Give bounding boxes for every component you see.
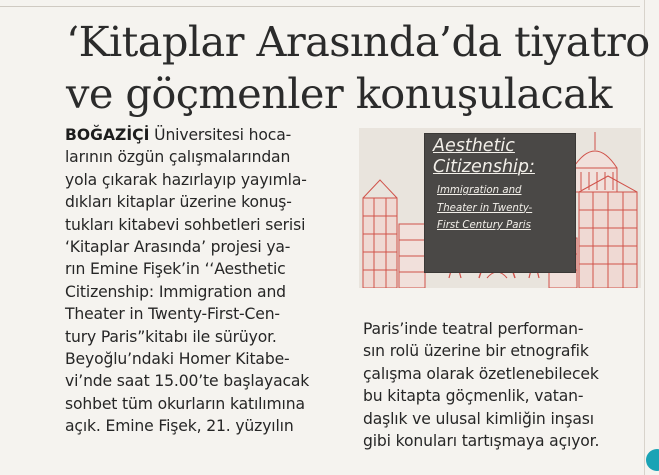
cover-subtitle-line: First Century Paris: [437, 220, 531, 231]
article-line: açık. Emine Fişek, 21. yüzyılın: [65, 417, 294, 436]
lead-word: BOĞAZİÇİ: [65, 126, 150, 144]
book-cover-image: [359, 128, 641, 288]
article-line: tury Paris”kitabı ile sürüyor.: [65, 327, 277, 346]
article-line: dıkları kitaplar üzerine konuş-: [65, 193, 292, 212]
article-line: ‘Kitaplar Arasında’ projesi ya-: [65, 237, 291, 256]
article-line: tukları kitabevi sohbetleri serisi: [65, 215, 306, 234]
cover-subtitle-line: Immigration and: [437, 185, 522, 196]
article-line-rest: Üniversitesi hoca-: [149, 126, 292, 144]
headline: [66, 16, 650, 120]
page-marker-dot: [646, 449, 659, 471]
article-line: Citizenship: Immigration and: [65, 282, 286, 301]
top-rule: [0, 0, 640, 7]
article-line: rın Emine Fişek’in ‘‘Aesthetic: [65, 260, 286, 279]
article-line: bu kitapta göçmenlik, vatan-: [363, 387, 584, 406]
article-line: Paris’inde teatral performan-: [363, 320, 584, 338]
article-line: sın rolü üzerine bir etnografik: [363, 342, 589, 361]
cover-title-line: Citizenship:: [433, 157, 535, 177]
article-line: yola çıkarak hazırlayıp yayımla-: [65, 170, 307, 189]
article-line: vi’nde saat 15.00’te başlayacak: [65, 372, 310, 391]
headline-line-1: ‘Kitaplar Arasında’da tiyatro: [66, 17, 650, 66]
article-line: Beyoğlu’ndaki Homer Kitabe-: [65, 349, 290, 368]
cover-title-line: Aesthetic: [433, 136, 515, 156]
cover-title: [433, 136, 583, 178]
article-line: sohbet tüm okurların katılımına: [65, 394, 305, 413]
cover-subtitle-line: Theater in Twenty-: [437, 202, 533, 214]
article-line: [65, 124, 355, 146]
article-line: larının özgün çalışmalarından: [65, 148, 291, 167]
cover-subtitle: [437, 182, 577, 235]
article-left-column: [65, 124, 355, 437]
article-line: Theater in Twenty-First-Cen-: [65, 305, 280, 324]
article-right-column: [363, 318, 643, 452]
article-line: daşlık ve ulusal kimliğin inşası: [363, 409, 594, 428]
article-line: gibi konuları tartışmaya açıyor.: [363, 431, 600, 450]
article-line: çalışma olarak özetlenebilecek: [363, 364, 599, 383]
headline-line-2: ve göçmenler konuşulacak: [66, 69, 612, 118]
